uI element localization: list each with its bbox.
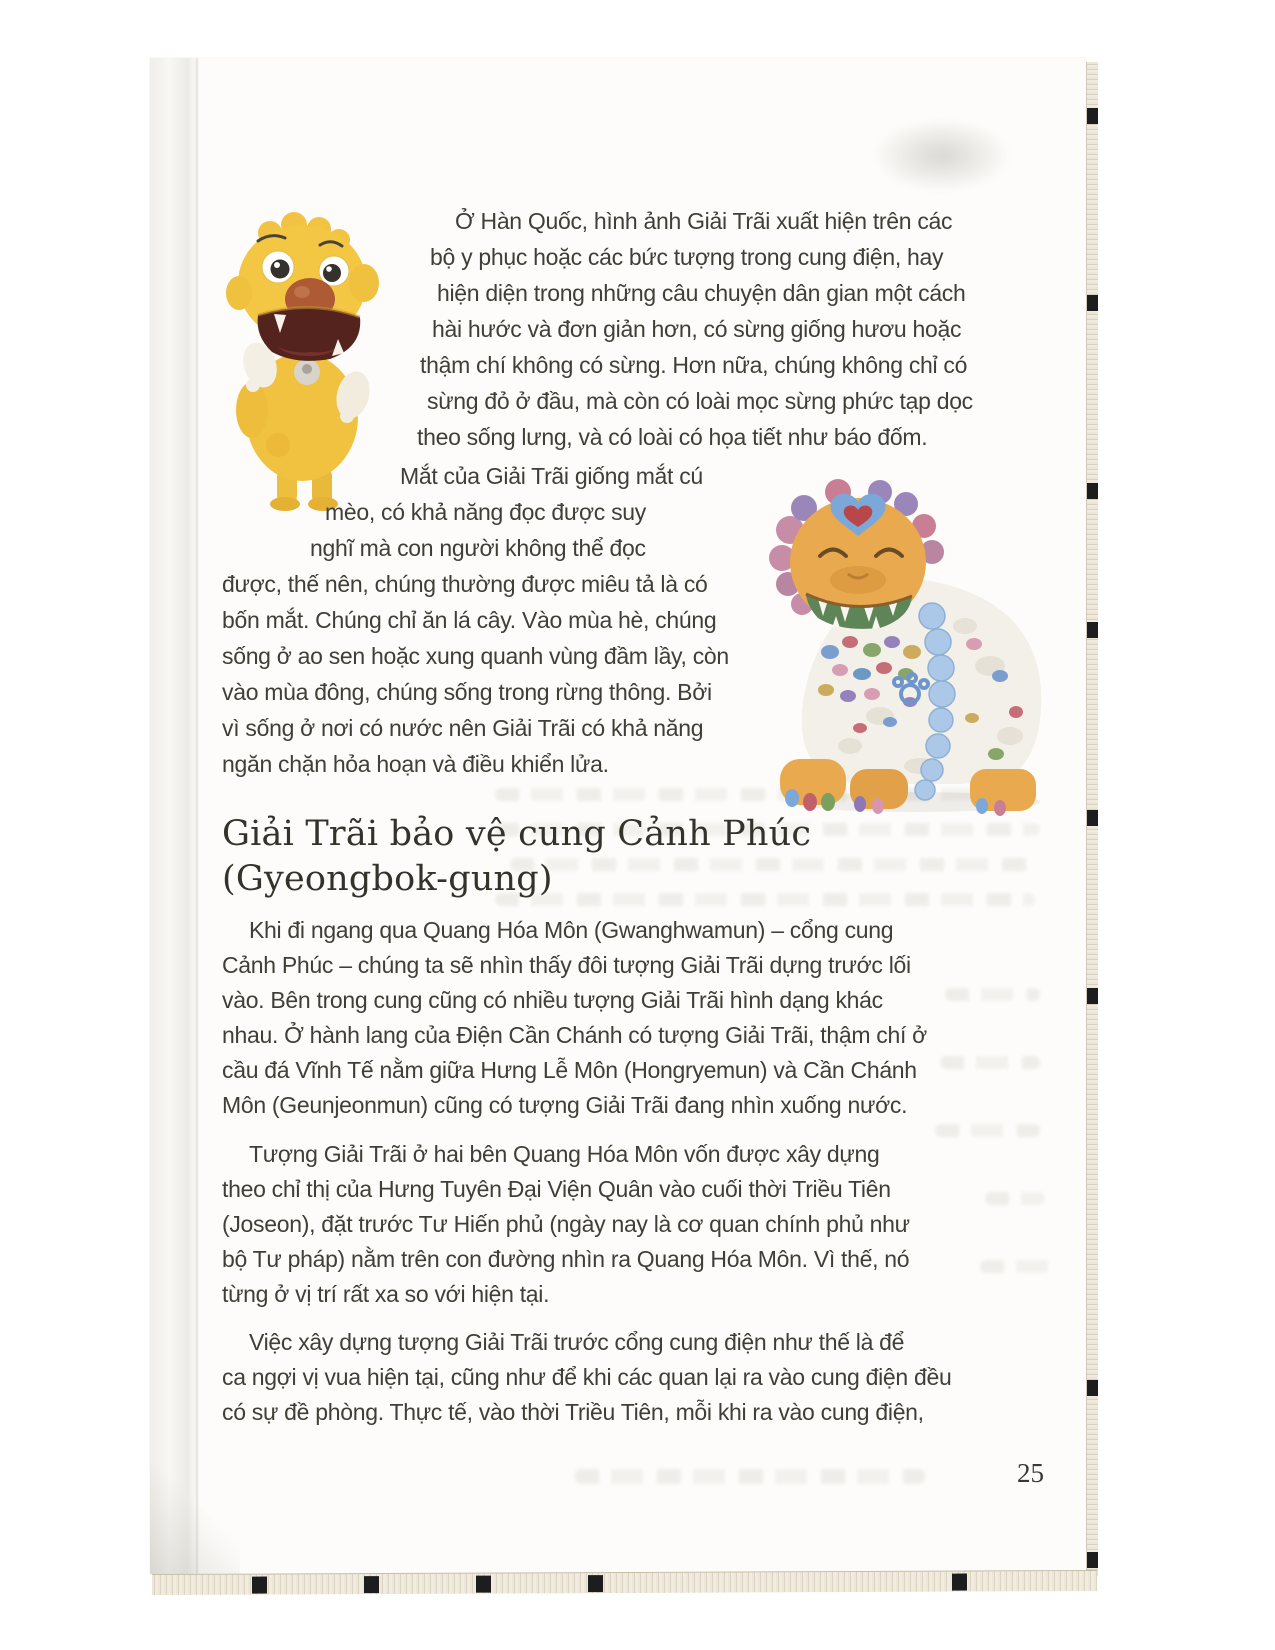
signature-mark (364, 1576, 379, 1593)
haechi-statue-figure (760, 466, 1048, 818)
signature-mark (252, 1577, 267, 1594)
text-line: mèo, có khả năng đọc được suy (325, 499, 646, 525)
paragraph-3 (222, 913, 968, 1123)
text-line: bộ Tư pháp) nằm trên con đường nhìn ra Quang Hóa Môn. Vì thế, nó (222, 1246, 910, 1272)
paragraph-2 (222, 458, 770, 782)
text-line: bộ y phục hoặc các bức tượng trong cung điện, hay (430, 244, 944, 270)
page-corner-shadow (150, 1464, 240, 1574)
page-curl-shading (150, 58, 198, 1574)
paragraph-4 (222, 1137, 968, 1312)
text-line: có sự đề phòng. Thực tế, vào thời Triều Tiên, mỗi khi ra vào cung điện, (222, 1399, 924, 1425)
signature-mark (1087, 810, 1098, 826)
text-line: sống ở ao sen hoặc xung quanh vùng đầm lầy, còn (222, 643, 729, 669)
text-line: Tượng Giải Trãi ở hai bên Quang Hóa Môn vốn được xây dựng (249, 1141, 880, 1167)
signature-mark (1087, 1380, 1098, 1396)
text-line: theo chỉ thị của Hưng Tuyên Đại Viện Quân vào cuối thời Triều Tiên (222, 1176, 891, 1202)
bleed-through-line (985, 1192, 1045, 1205)
page-edge-right (1086, 62, 1098, 1576)
text-line: thậm chí không có sừng. Hơn nữa, chúng không chỉ có (420, 352, 968, 378)
signature-mark (952, 1574, 967, 1591)
signature-mark (1087, 483, 1098, 499)
text-line: hài hước và đơn giản hơn, có sừng giống hươu hoặc (432, 316, 962, 342)
page-edge-bottom (152, 1570, 1097, 1595)
signature-mark (1087, 988, 1098, 1004)
bleed-through-line (935, 1124, 1040, 1137)
page-number: 25 (1017, 1458, 1044, 1488)
signature-mark (1087, 108, 1098, 124)
text-line: vì sống ở nơi có nước nên Giải Trãi có khả năng (222, 715, 704, 741)
text-line: vào. Bên trong cung cũng có nhiều tượng Giải Trãi hình dạng khác (222, 987, 883, 1013)
signature-mark (1087, 622, 1098, 638)
text-line: được, thế nên, chúng thường được miêu tả là có (222, 571, 708, 597)
text-line: ngăn chặn hỏa hoạn và điều khiển lửa. (222, 751, 609, 777)
text-line: Môn (Geunjeonmun) cũng có tượng Giải Trãi đang nhìn xuống nước. (222, 1092, 908, 1118)
text-line: (Joseon), đặt trước Tư Hiến phủ (ngày nay là cơ quan chính phủ như (222, 1211, 910, 1237)
text-line: sừng đỏ ở đầu, mà còn có loài mọc sừng phức tạp dọc (427, 388, 973, 414)
text-line: Cảnh Phúc – chúng ta sẽ nhìn thấy đôi tượng Giải Trãi dựng trước lối (222, 952, 911, 978)
text-line: Mắt của Giải Trãi giống mắt cú (400, 463, 703, 489)
text-line: cầu đá Vĩnh Tế nằm giữa Hưng Lễ Môn (Hongryemun) và Cần Chánh (222, 1057, 917, 1083)
signature-mark (1087, 1552, 1098, 1568)
signature-mark (1087, 295, 1098, 311)
text-line: hiện diện trong những câu chuyện dân gian một cách (437, 280, 966, 306)
text-line: nghĩ mà con người không thể đọc (310, 535, 646, 561)
paragraph-5 (222, 1325, 968, 1430)
bleed-through-line (575, 1469, 925, 1484)
text-line: bốn mắt. Chúng chỉ ăn lá cây. Vào mùa hè, chúng (222, 607, 717, 633)
signature-mark (588, 1575, 603, 1592)
text-line: Việc xây dựng tượng Giải Trãi trước cổng cung điện như thế là để (249, 1329, 905, 1355)
text-line: nhau. Ở hành lang của Điện Cần Chánh có tượng Giải Trãi, thậm chí ở (222, 1022, 927, 1048)
paragraph-1 (222, 203, 973, 455)
text-line: theo sống lưng, và có loài có họa tiết như báo đốm. (417, 424, 928, 450)
section-heading (222, 812, 968, 902)
section-heading-line-2: (Gyeongbok-gung) (222, 859, 553, 899)
text-line: vào mùa đông, chúng sống trong rừng thông. Bởi (222, 679, 712, 705)
bleed-through-line (980, 1260, 1050, 1273)
text-line: Ở Hàn Quốc, hình ảnh Giải Trãi xuất hiện trên các (455, 208, 953, 234)
section-heading-line-1: Giải Trãi bảo vệ cung Cảnh Phúc (222, 814, 812, 854)
text-line: ca ngợi vị vua hiện tại, cũng như để khi các quan lại ra vào cung điện đều (222, 1364, 952, 1390)
signature-mark (476, 1576, 491, 1593)
page-crease-line (196, 58, 198, 1574)
text-line: Khi đi ngang qua Quang Hóa Môn (Gwanghwamun) – cổng cung (249, 917, 894, 943)
bleed-through-blob (872, 118, 1012, 193)
text-line: từng ở vị trí rất xa so với hiện tại. (222, 1281, 550, 1307)
